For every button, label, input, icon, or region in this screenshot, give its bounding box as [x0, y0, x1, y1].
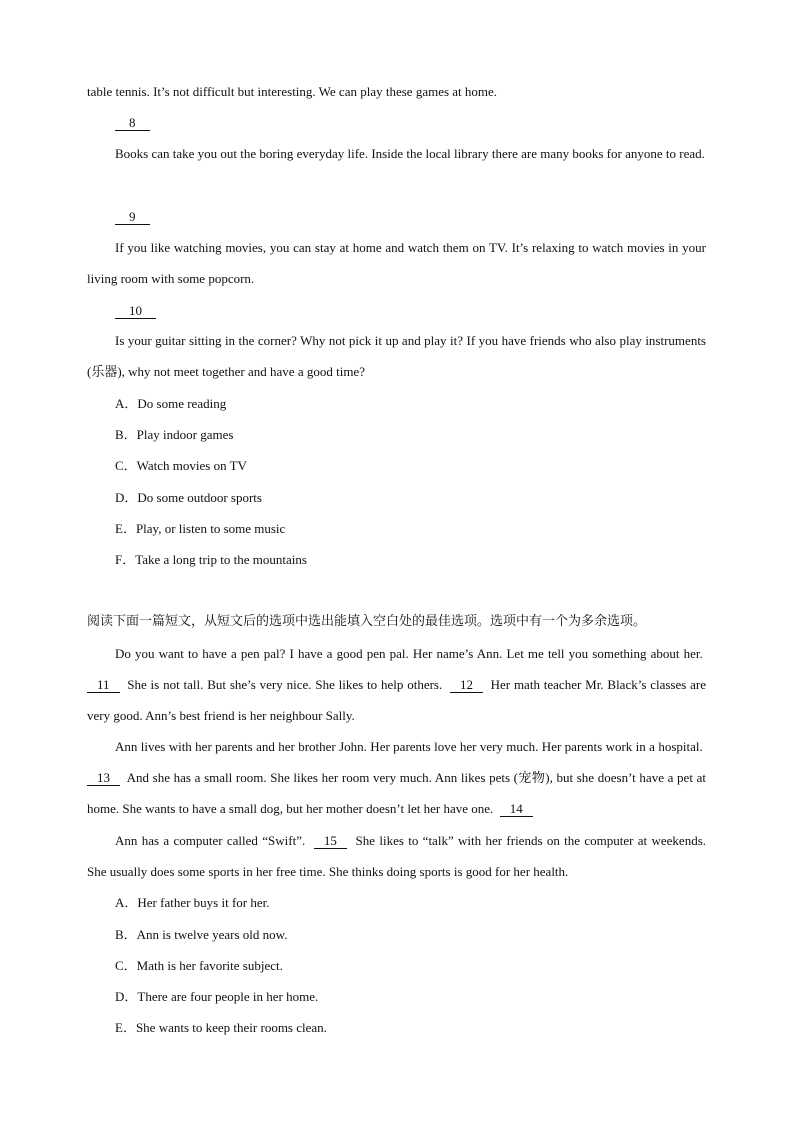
passage-paragraph-2 — [87, 731, 706, 824]
blank-number: 8 — [115, 116, 150, 131]
paragraph-10 — [87, 325, 706, 387]
option-c: C．Math is her favorite subject. — [115, 958, 283, 973]
blank-number: 10 — [115, 304, 156, 319]
blank-14: 14 — [500, 802, 533, 817]
option-d: D．There are four people in her home. — [115, 989, 319, 1004]
option-b: B．Ann is twelve years old now. — [115, 927, 288, 942]
option-e: E．Play, or listen to some music — [115, 521, 286, 536]
paragraph-text: Her math teacher Mr. Black’s classes are very good. Ann’s best friend is her neighbour Sally. — [87, 677, 707, 723]
paragraph-text: Ann lives with her parents and her brother John. Her parents love her very much. Her parents work in a hospital. — [115, 739, 703, 754]
paragraph-text: Books can take you out the boring everyday life. Inside the local library there are many books for anyone to read. — [115, 146, 705, 161]
paragraph-text: She is not tall. But she’s very nice. She likes to help others. — [127, 677, 443, 692]
blank-13: 13 — [87, 771, 120, 786]
blank-11: 11 — [87, 678, 120, 693]
paragraph-text: She likes to “talk” with her friends on the computer at weekends. She usually does some sports in her free time. She thinks doing sports is good for her health. — [87, 833, 707, 879]
blank-9 — [115, 209, 150, 225]
blank-10 — [115, 303, 156, 319]
paragraph-text: Is your guitar sitting in the corner? Why not pick it up and play it? If you have friends who also play instruments (乐器), why not meet together and have a good time? — [87, 333, 706, 379]
paragraph-text: Ann has a computer called “Swift”. — [115, 833, 306, 848]
option-e: E．She wants to keep their rooms clean. — [115, 1020, 327, 1035]
passage-paragraph-3 — [87, 825, 706, 887]
paragraph-text: And she has a small room. She likes her room very much. Ann likes pets (宠物), but she doesn’t have a pet at home. She wants to have a small dog, but her mother doesn’t let her have one. — [87, 770, 706, 816]
paragraph-9 — [87, 232, 706, 294]
option-f: F．Take a long trip to the mountains — [115, 552, 307, 567]
option-a: A．Her father buys it for her. — [115, 895, 270, 910]
paragraph-8 — [87, 138, 706, 169]
paragraph-text: If you like watching movies, you can stay at home and watch them on TV. It’s relaxing to watch movies in your living room with some popcorn. — [87, 240, 706, 286]
passage-paragraph-1 — [87, 638, 706, 731]
section-instruction: 阅读下面一篇短文，从短文后的选项中选出能填入空白处的最佳选项。选项中有一个为多余选项。 — [87, 614, 647, 629]
text-line: table tennis. It’s not difficult but interesting. We can play these games at home. — [87, 84, 498, 99]
blank-12: 12 — [450, 678, 483, 693]
blank-number: 9 — [115, 210, 150, 225]
paragraph-text: Do you want to have a pen pal? I have a good pen pal. Her name’s Ann. Let me tell you something about her. — [115, 646, 703, 661]
option-a: A．Do some reading — [115, 396, 227, 411]
blank-15: 15 — [314, 834, 347, 849]
option-d: D．Do some outdoor sports — [115, 490, 262, 505]
option-c: C．Watch movies on TV — [115, 458, 247, 473]
blank-8 — [115, 115, 150, 131]
option-b: B．Play indoor games — [115, 427, 234, 442]
